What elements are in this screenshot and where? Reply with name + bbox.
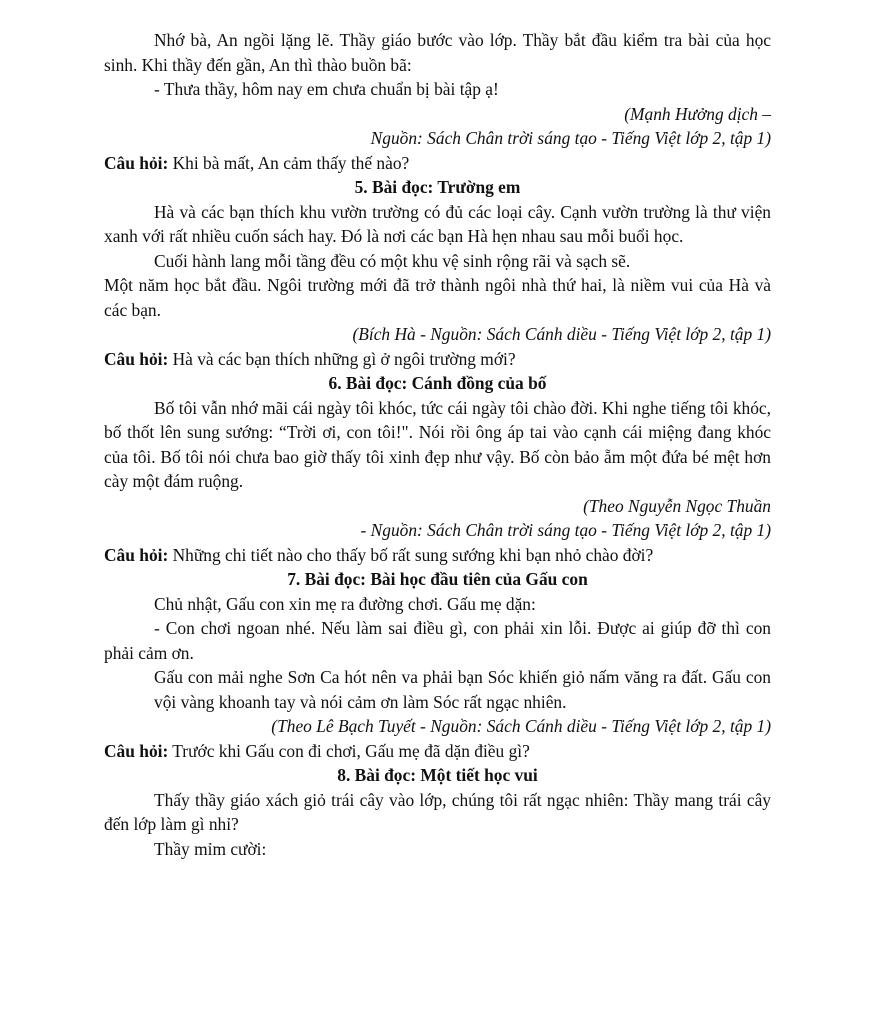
section-heading: 8. Bài đọc: Một tiết học vui (337, 765, 538, 785)
source-citation: (Mạnh Hưởng dịch – (624, 103, 771, 124)
question-text: Khi bà mất, An cảm thấy thế nào? (168, 152, 410, 173)
question-line (104, 739, 771, 764)
question-label: Câu hỏi: (104, 740, 169, 761)
source-citation: (Theo Nguyễn Ngọc Thuần (583, 495, 771, 516)
section-heading: 6. Bài đọc: Cánh đồng của bố (328, 373, 547, 393)
question-text: Những chi tiết nào cho thấy bố rất sung sướng khi bạn nhỏ chào đời? (168, 544, 654, 565)
question-label: Câu hỏi: (104, 544, 169, 565)
source-citation: Nguồn: Sách Chân trời sáng tạo - Tiếng Việt lớp 2, tập 1) (370, 128, 771, 148)
source-citation: - Nguồn: Sách Chân trời sáng tạo - Tiếng Việt lớp 2, tập 1) (360, 520, 771, 540)
paragraph: Cuối hành lang mỗi tầng đều có một khu vệ sinh rộng rãi và sạch sẽ. (154, 250, 631, 271)
paragraph: - Con chơi ngoan nhé. Nếu làm sai điều gì, con phải xin lỗi. Được ai giúp đỡ thì con phải cảm ơn. (104, 618, 771, 663)
question-line (104, 347, 771, 372)
paragraph: Nhớ bà, An ngồi lặng lẽ. Thầy giáo bước vào lớp. Thầy bắt đầu kiểm tra bài của học sinh. Khi thầy đến gần, An thì thào buồn bã: (104, 30, 771, 75)
paragraph: Một năm học bắt đầu. Ngôi trường mới đã trở thành ngôi nhà thứ hai, là niềm vui của Hà và các bạn. (104, 275, 771, 320)
section-heading: 7. Bài đọc: Bài học đầu tiên của Gấu con (287, 569, 588, 589)
question-text: Trước khi Gấu con đi chơi, Gấu mẹ đã dặn điều gì? (168, 740, 530, 761)
question-label: Câu hỏi: (104, 348, 169, 369)
paragraph: Gấu con mải nghe Sơn Ca hót nên va phải bạn Sóc khiến giỏ nấm văng ra đất. Gấu con vội vàng khoanh tay và nói cảm ơn làm Sóc rất ngạc nhiên. (154, 667, 771, 712)
paragraph: Hà và các bạn thích khu vườn trường có đủ các loại cây. Cạnh vườn trường là thư viện xanh với rất nhiều cuốn sách hay. Đó là nơi các bạn Hà hẹn nhau sau mỗi buổi học. (104, 201, 771, 246)
question-line (104, 151, 771, 176)
source-citation: (Bích Hà - Nguồn: Sách Cánh diều - Tiếng Việt lớp 2, tập 1) (352, 324, 771, 344)
section-heading: 5. Bài đọc: Trường em (354, 177, 521, 197)
source-citation: (Theo Lê Bạch Tuyết - Nguồn: Sách Cánh diều - Tiếng Việt lớp 2, tập 1) (271, 716, 771, 736)
question-text: Hà và các bạn thích những gì ở ngôi trường mới? (168, 348, 516, 369)
paragraph: Bố tôi vẫn nhớ mãi cái ngày tôi khóc, tức cái ngày tôi chào đời. Khi nghe tiếng tôi khóc, bố thốt lên sung sướng: “Trời ơi, con tôi!". Nói rồi ông áp tai vào cạnh cái miệng đang khóc của tôi. Bố tôi nói chưa bao giờ thấy tôi xinh đẹp như vậy. Bố còn bảo ẵm một đứa bé mệt hơn cày một đám ruộng. (104, 397, 771, 491)
question-label: Câu hỏi: (104, 152, 169, 173)
paragraph: Chủ nhật, Gấu con xin mẹ ra đường chơi. Gấu mẹ dặn: (154, 593, 536, 614)
question-line (104, 543, 771, 568)
paragraph: Thầy mỉm cười: (154, 838, 267, 859)
paragraph: - Thưa thầy, hôm nay em chưa chuẩn bị bài tập ạ! (154, 79, 499, 99)
paragraph: Thấy thầy giáo xách giỏ trái cây vào lớp, chúng tôi rất ngạc nhiên: Thầy mang trái cây đến lớp làm gì nhỉ? (104, 789, 771, 834)
